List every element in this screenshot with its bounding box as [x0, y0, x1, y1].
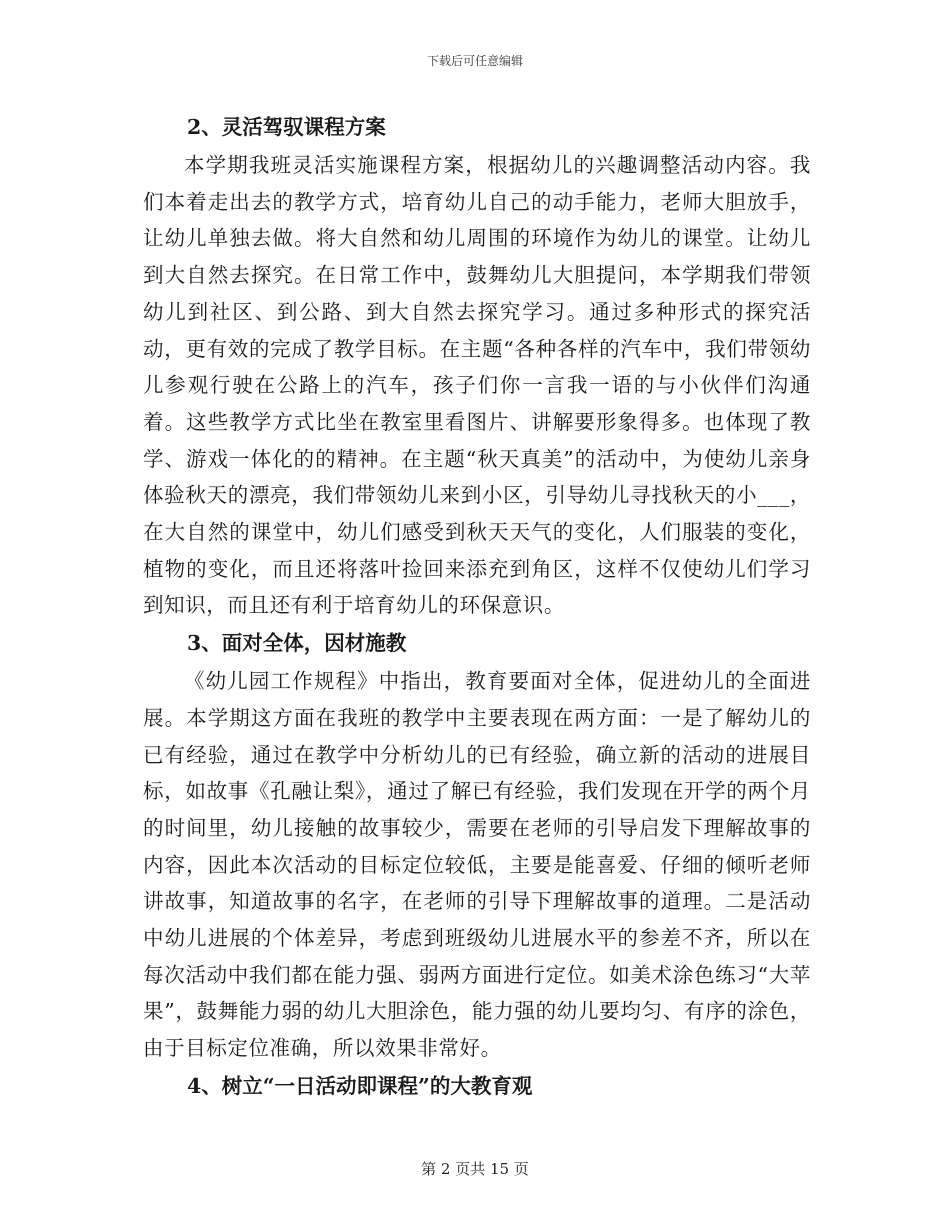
section-4-title: 4、树立“一日活动即课程”的大教育观: [187, 1073, 533, 1098]
section-3-title: 3、面对全体，因材施教: [187, 631, 407, 656]
document-body: [143, 108, 811, 1106]
section-3-paragraph: 《幼儿园工作规程》中指出，教育要面对全体，促进幼儿的全面进展。本学期这方面在我班的教学中主要表现在两方面：一是了解幼儿的已有经验，通过在教学中分析幼儿的已有经验，确立新的活动的进展目标，如故事《孔融让梨》，通过了解已有经验，我们发现在开学的两个月的时间里，幼儿接触的故事较少，需要在老师的引导启发下理解故事的内容，因此本次活动的目标定位较低，主要是能喜爱、仔细的倾听老师讲故事，知道故事的名字，在老师的引导下理解故事的道理。二是活动中幼儿进展的个体差异，考虑到班级幼儿进展水平的参差不齐，所以在每次活动中我们都在能力强、弱两方面进行定位。如美术涂色练习“大苹果”，鼓舞能力弱的幼儿大胆涂色，能力强的幼儿要均匀、有序的涂色，由于目标定位准确，所以效果非常好。: [143, 669, 811, 1061]
page-footer: 第 2 页共 15 页: [421, 1160, 529, 1178]
section-2-paragraph: 本学期我班灵活实施课程方案，根据幼儿的兴趣调整活动内容。我们本着走出去的教学方式，培育幼儿自己的动手能力，老师大胆放手，让幼儿单独去做。将大自然和幼儿周围的环境作为幼儿的课堂。让幼儿到大自然去探究。在日常工作中，鼓舞幼儿大胆提问，本学期我们带领幼儿到社区、到公路、到大自然去探究学习。通过多种形式的探究活动，更有效的完成了教学目标。在主题“各种各样的汽车中，我们带领幼儿参观行驶在公路上的汽车，孩子们你一言我一语的与小伙伴们沟通着。这些教学方式比坐在教室里看图片、讲解要形象得多。也体现了教学、游戏一体化的的精神。在主题“秋天真美”的活动中，为使幼儿亲身体验秋天的漂亮，我们带领幼儿来到小区，引导幼儿寻找秋天的小___，在大自然的课堂中，幼儿们感受到秋天天气的变化，人们服装的变化，植物的变化，而且还将落叶捡回来添充到角区，这样不仅使幼儿们学习到知识，而且还有利于培育幼儿的环保意识。: [143, 153, 811, 618]
section-2-title: 2、灵活驾驭课程方案: [187, 115, 386, 139]
page-header: 下载后可任意编辑: [426, 54, 523, 68]
